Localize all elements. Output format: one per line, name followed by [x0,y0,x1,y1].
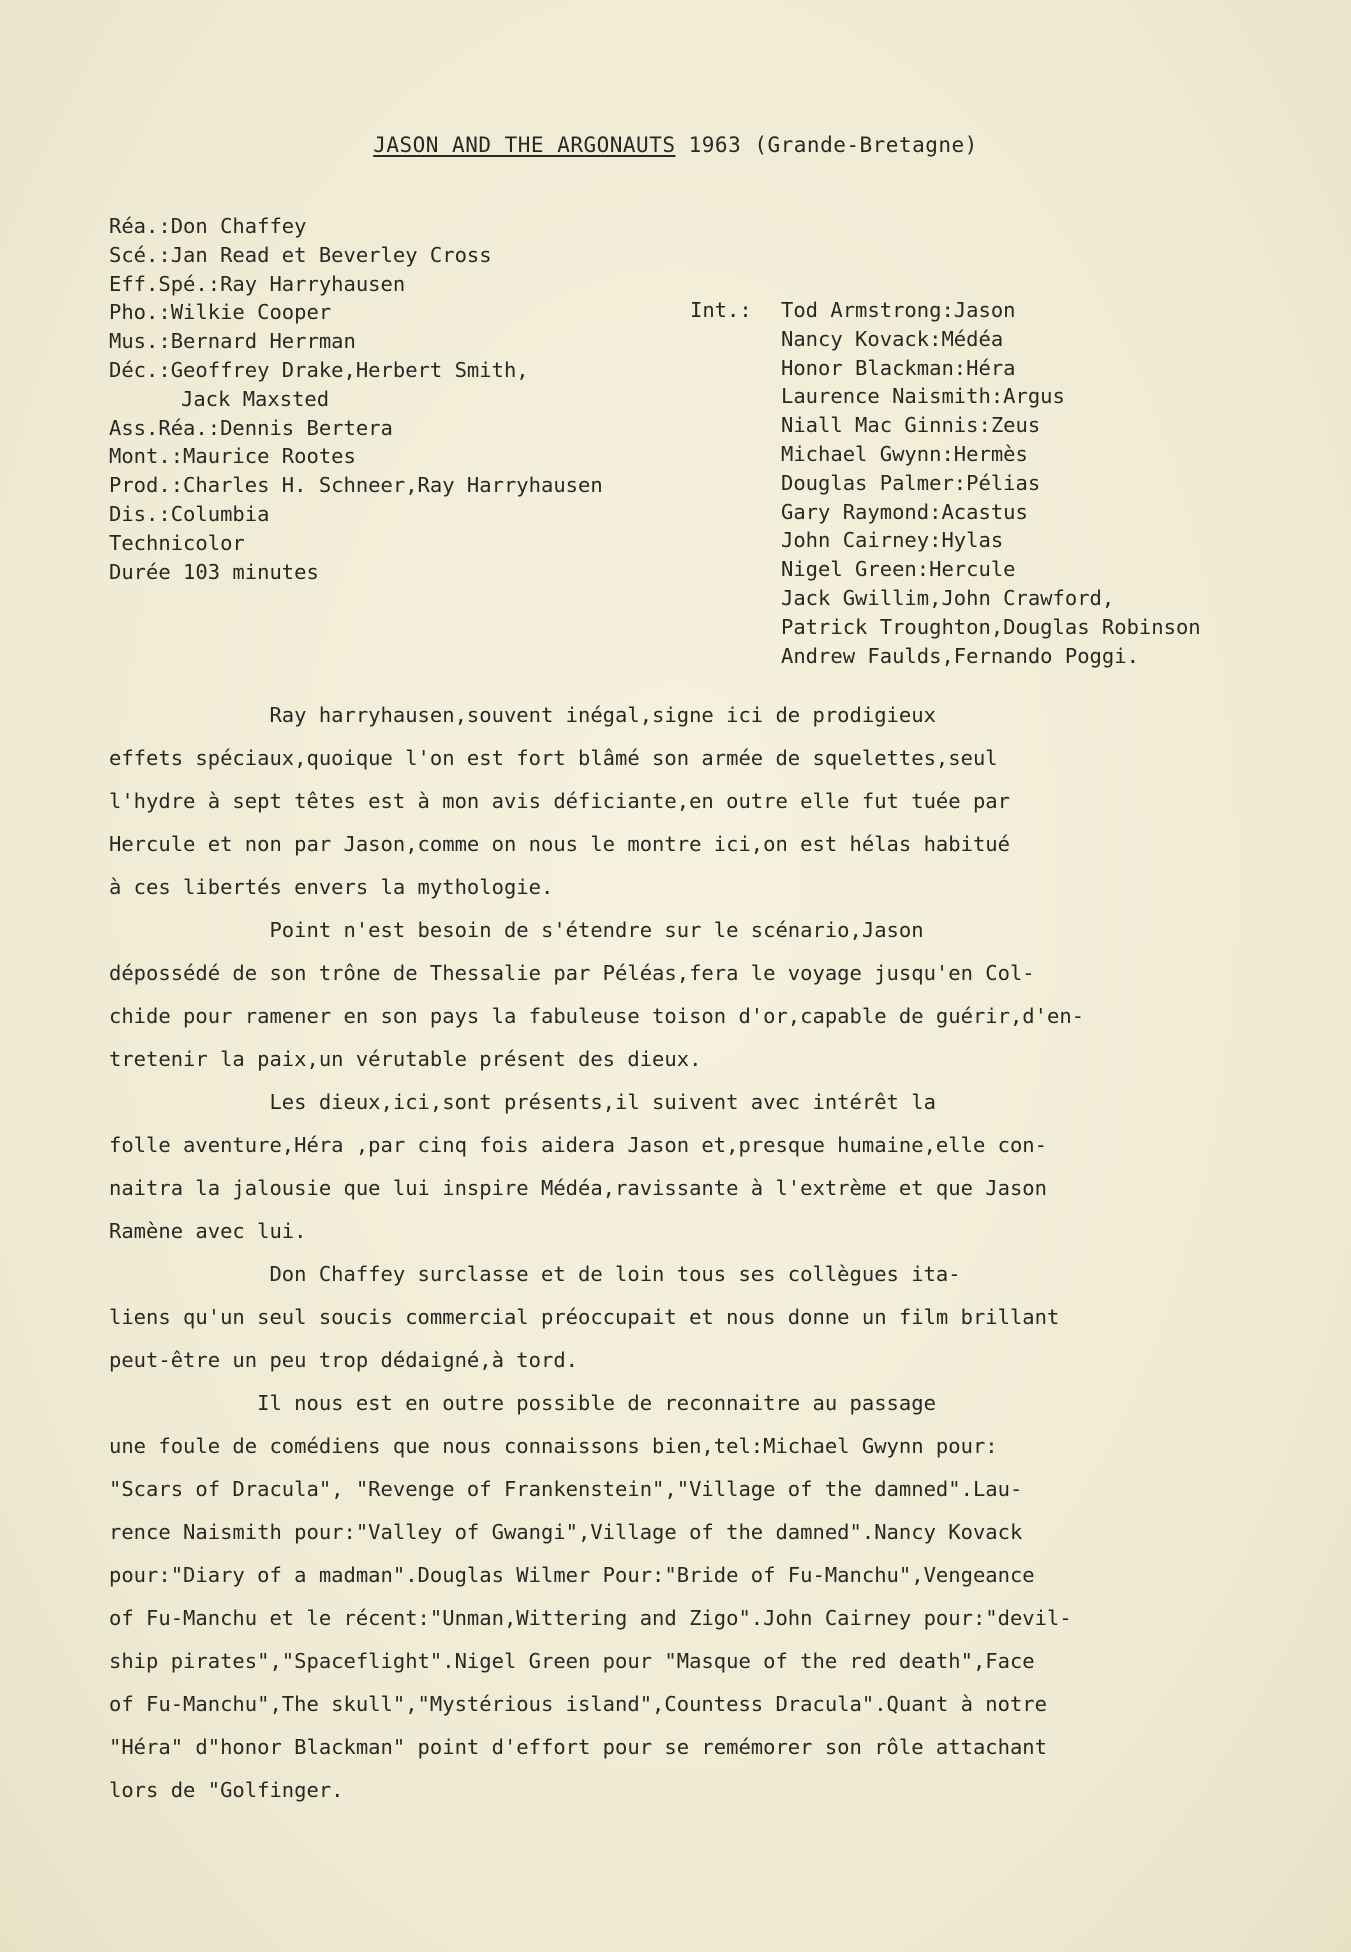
credit-line: Prod.:Charles H. Schneer,Ray Harryhausen [109,473,603,498]
text-line: une foule de comédiens que nous connaissons bien,tel:Michael Gwynn pour: [109,1434,998,1458]
text-line: tretenir la paix,un vérutable présent des dieux. [109,1047,702,1071]
credit-line: Scé.:Jan Read et Beverley Cross [109,242,492,267]
text-line: l'hydre à sept têtes est à mon avis déficiante,en outre elle fut tuée par [109,789,1010,813]
text-line: dépossédé de son trône de Thessalie par Péléas,fera le voyage jusqu'en Col- [109,961,1035,985]
text-line: à ces libertés envers la mythologie. [109,875,554,899]
cast-line: Niall Mac Ginnis:Zeus [781,413,1041,438]
text-line: of Fu-Manchu",The skull","Mystérious island",Countess Dracula".Quant à notre [109,1692,1047,1716]
cast-line: Laurence Naismith:Argus [781,384,1065,409]
text-line: Hercule et non par Jason,comme on nous le montre ici,on est hélas habitué [109,832,1010,856]
text-line: ship pirates","Spaceflight".Nigel Green pour "Masque of the red death",Face [109,1649,1035,1673]
text-line: Ramène avec lui. [109,1219,307,1243]
credit-line: Technicolor [109,530,245,555]
year-country: 1963 (Grande-Bretagne) [688,133,978,157]
cast-line: Nigel Green:Hercule [781,557,1016,582]
review-text [109,694,1084,1812]
text-line: liens qu'un seul soucis commercial préoccupait et nous donne un film brillant [109,1305,1060,1329]
page-title [0,133,1351,157]
cast-label: Int.: [690,298,752,322]
cast-line: Honor Blackman:Héra [781,355,1016,380]
credit-line: Mus.:Bernard Herrman [109,329,356,354]
text-line: folle aventure,Héra ,par cinq fois aidera Jason et,presque humaine,elle con- [109,1133,1047,1157]
text-line: of Fu-Manchu et le récent:"Unman,Wittering and Zigo".John Cairney pour:"devil- [109,1606,1072,1630]
credit-line: Pho.:Wilkie Cooper [109,300,332,325]
cast-line: Nancy Kovack:Médéa [781,326,1004,351]
credits-block [109,212,603,586]
cast-line: Tod Armstrong:Jason [781,298,1016,322]
text-line: lors de "Golfinger. [109,1778,344,1802]
cast-line: Gary Raymond:Acastus [781,499,1028,524]
cast-line: Patrick Troughton,Douglas Robinson [781,614,1201,639]
credit-line: Dis.:Columbia [109,501,270,526]
cast-line: Michael Gwynn:Hermès [781,441,1028,466]
credit-line: Mont.:Maurice Rootes [109,444,356,469]
text-line: "Scars of Dracula", "Revenge of Frankenstein","Village of the damned".Lau- [109,1477,1023,1501]
credit-line: Déc.:Geoffrey Drake,Herbert Smith, [109,357,529,382]
text-line: peut-être un peu trop dédaigné,à tord. [109,1348,578,1372]
credit-line: Jack Maxsted [181,386,330,411]
credit-line: Réa.:Don Chaffey [109,214,307,238]
text-line: pour:"Diary of a madman".Douglas Wilmer Pour:"Bride of Fu-Manchu",Vengeance [109,1563,1035,1587]
text-line: effets spéciaux,quoique l'on est fort blâmé son armée de squelettes,seul [109,746,998,770]
cast-line: Jack Gwillim,John Crawford, [781,585,1115,610]
credit-line: Durée 103 minutes [109,559,319,584]
text-line: naitra la jalousie que lui inspire Médéa,ravissante à l'extrème et que Jason [109,1176,1047,1200]
cast-block [781,296,1201,670]
text-line: rence Naismith pour:"Valley of Gwangi",Village of the damned".Nancy Kovack [109,1520,1023,1544]
film-title: JASON AND THE ARGONAUTS [373,133,676,157]
credit-line: Ass.Réa.:Dennis Bertera [109,415,393,440]
cast-line: John Cairney:Hylas [781,528,1004,553]
text-line: Point n'est besoin de s'étendre sur le scénario,Jason [109,918,924,942]
text-line: chide pour ramener en son pays la fabuleuse toison d'or,capable de guérir,d'en- [109,1004,1085,1028]
text-line: Il nous est en outre possible de reconnaitre au passage [109,1391,936,1415]
text-line: Don Chaffey surclasse et de loin tous ses collègues ita- [109,1262,961,1286]
text-line: "Héra" d"honor Blackman" point d'effort pour se remémorer son rôle attachant [109,1735,1047,1759]
credit-line: Eff.Spé.:Ray Harryhausen [109,271,406,296]
text-line: Ray harryhausen,souvent inégal,signe ici de prodigieux [109,703,936,727]
cast-line: Douglas Palmer:Pélias [781,470,1041,495]
cast-line: Andrew Faulds,Fernando Poggi. [781,643,1139,668]
text-line: Les dieux,ici,sont présents,il suivent avec intérêt la [109,1090,936,1114]
